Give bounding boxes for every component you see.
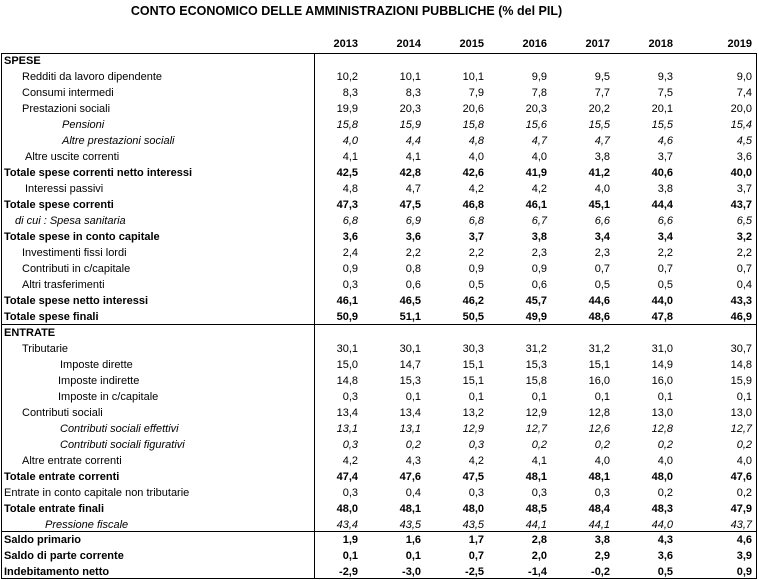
cell-value: 9,5 <box>594 71 610 83</box>
table-row <box>0 389 759 405</box>
cell-value: 31,0 <box>651 343 673 355</box>
cell-value: 46,1 <box>525 199 547 211</box>
cell-value: 4,0 <box>736 455 752 467</box>
cell-value: 6,5 <box>736 215 752 227</box>
cell-value: 3,4 <box>594 231 610 243</box>
cell-value: 7,4 <box>736 87 752 99</box>
cell-value: 0,1 <box>468 391 484 403</box>
table-row <box>0 293 759 309</box>
cell-value: 14,8 <box>730 359 752 371</box>
cell-value: -3,0 <box>402 566 421 578</box>
cell-value: 1,7 <box>468 534 484 546</box>
cell-value: 3,8 <box>594 534 610 546</box>
table-row <box>0 469 759 485</box>
cell-value: 0,6 <box>531 279 547 291</box>
row-label: Pressione fiscale <box>45 519 129 531</box>
cell-value: 47,9 <box>730 503 752 515</box>
table-row <box>0 85 759 101</box>
row-label: Imposte indirette <box>58 375 140 387</box>
table-title: CONTO ECONOMICO DELLE AMMINISTRAZIONI PUBBLICHE (% del PIL) <box>130 4 563 18</box>
cell-value: 15,1 <box>462 375 484 387</box>
cell-value: 46,2 <box>462 295 484 307</box>
cell-value: 42,8 <box>399 167 421 179</box>
cell-value: 4,2 <box>531 183 547 195</box>
table-row <box>0 149 759 165</box>
table-row <box>0 485 759 501</box>
cell-value: 0,3 <box>468 439 484 451</box>
cell-value: -0,2 <box>591 566 610 578</box>
table-row <box>0 341 759 357</box>
cell-value: 4,0 <box>594 455 610 467</box>
cell-value: 7,7 <box>594 87 610 99</box>
cell-value: 10,1 <box>462 71 484 83</box>
cell-value: 15,4 <box>730 119 752 131</box>
table-row <box>0 309 759 325</box>
row-label: Contributi sociali effettivi <box>60 423 179 435</box>
cell-value: 46,1 <box>336 295 358 307</box>
cell-value: 13,0 <box>651 407 673 419</box>
cell-value: 9,0 <box>736 71 752 83</box>
cell-value: 0,7 <box>468 550 484 562</box>
cell-value: -2,9 <box>339 566 358 578</box>
table-row <box>0 532 759 548</box>
cell-value: 8,3 <box>342 87 358 99</box>
cell-value: 50,5 <box>462 311 484 323</box>
row-label: Altre entrate correnti <box>22 455 122 467</box>
cell-value: 3,7 <box>657 151 673 163</box>
row-label: Altre prestazioni sociali <box>62 135 175 147</box>
cell-value: 51,1 <box>399 311 421 323</box>
cell-value: 0,3 <box>342 391 358 403</box>
cell-value: 4,6 <box>657 135 673 147</box>
table-row <box>0 165 759 181</box>
table-row <box>0 117 759 133</box>
cell-value: 43,5 <box>462 519 484 531</box>
row-label: Tributarie <box>22 343 69 355</box>
cell-value: 12,8 <box>588 407 610 419</box>
row-label: Contributi sociali figurativi <box>60 439 185 451</box>
cell-value: 43,7 <box>730 519 752 531</box>
cell-value: 0,2 <box>657 439 673 451</box>
cell-value: 4,0 <box>468 151 484 163</box>
cell-value: 6,6 <box>594 215 610 227</box>
cell-value: 2,2 <box>405 247 421 259</box>
cell-value: 14,7 <box>399 359 421 371</box>
cell-value: 0,9 <box>342 263 358 275</box>
row-label: Totale entrate finali <box>4 503 105 515</box>
cell-value: 15,3 <box>525 359 547 371</box>
cell-value: 48,1 <box>525 471 547 483</box>
cell-value: 15,8 <box>336 119 358 131</box>
cell-value: 45,1 <box>588 199 610 211</box>
row-label: Entrate in conto capitale non tributarie <box>4 487 190 499</box>
cell-value: 0,1 <box>342 550 358 562</box>
cell-value: 47,8 <box>651 311 673 323</box>
cell-value: 4,3 <box>405 455 421 467</box>
cell-value: 47,5 <box>462 471 484 483</box>
cell-value: 2,2 <box>468 247 484 259</box>
cell-value: 44,0 <box>651 519 673 531</box>
cell-value: 31,2 <box>588 343 610 355</box>
year-header: 2017 <box>585 38 610 50</box>
cell-value: 0,1 <box>736 391 752 403</box>
cell-value: 30,3 <box>462 343 484 355</box>
cell-value: 3,8 <box>657 183 673 195</box>
cell-value: 14,9 <box>651 359 673 371</box>
table-row <box>0 101 759 117</box>
cell-value: 6,8 <box>468 215 484 227</box>
cell-value: 15,3 <box>399 375 421 387</box>
row-label: Prestazioni sociali <box>22 103 111 115</box>
cell-value: 0,1 <box>657 391 673 403</box>
cell-value: 0,4 <box>736 279 752 291</box>
row-label: Totale entrate correnti <box>4 471 120 483</box>
cell-value: 15,8 <box>525 375 547 387</box>
cell-value: 15,9 <box>730 375 752 387</box>
row-label: Pensioni <box>62 119 105 131</box>
cell-value: 1,9 <box>342 534 358 546</box>
cell-value: 31,2 <box>525 343 547 355</box>
cell-value: 12,9 <box>525 407 547 419</box>
cell-value: 43,7 <box>730 199 752 211</box>
year-header: 2014 <box>396 38 421 50</box>
cell-value: 9,9 <box>531 71 547 83</box>
cell-value: 0,3 <box>342 439 358 451</box>
cell-value: 7,9 <box>468 87 484 99</box>
cell-value: 4,7 <box>405 183 421 195</box>
cell-value: 42,6 <box>462 167 484 179</box>
cell-value: 0,3 <box>531 487 547 499</box>
row-label: Totale spese netto interessi <box>4 295 149 307</box>
cell-value: 4,7 <box>594 135 610 147</box>
cell-value: 40,6 <box>651 167 673 179</box>
row-label: Imposte in c/capitale <box>58 391 159 403</box>
cell-value: 12,7 <box>730 423 752 435</box>
cell-value: -1,4 <box>528 566 547 578</box>
cell-value: 2,8 <box>531 534 547 546</box>
cell-value: 6,9 <box>405 215 421 227</box>
cell-value: 14,8 <box>336 375 358 387</box>
row-label: di cui : Spesa sanitaria <box>15 215 126 227</box>
year-header: 2016 <box>522 38 547 50</box>
cell-value: 48,4 <box>588 503 610 515</box>
cell-value: 15,0 <box>336 359 358 371</box>
cell-value: 2,4 <box>342 247 358 259</box>
cell-value: 47,5 <box>399 199 421 211</box>
cell-value: 3,6 <box>736 151 752 163</box>
cell-value: 2,3 <box>531 247 547 259</box>
cell-value: 12,6 <box>588 423 610 435</box>
cell-value: 4,8 <box>468 135 484 147</box>
row-label: Altri trasferimenti <box>22 279 105 291</box>
cell-value: 2,0 <box>531 550 547 562</box>
table-row <box>0 245 759 261</box>
table-row <box>0 69 759 85</box>
cell-value: 6,8 <box>342 215 358 227</box>
cell-value: 50,9 <box>336 311 358 323</box>
cell-value: 0,3 <box>342 487 358 499</box>
cell-value: 0,6 <box>405 279 421 291</box>
cell-value: 43,4 <box>336 519 358 531</box>
cell-value: 7,8 <box>531 87 547 99</box>
cell-value: 2,3 <box>594 247 610 259</box>
cell-value: -2,5 <box>465 566 484 578</box>
cell-value: 20,3 <box>525 103 547 115</box>
table-row <box>0 229 759 245</box>
cell-value: 30,1 <box>399 343 421 355</box>
cell-value: 3,7 <box>468 231 484 243</box>
cell-value: 46,8 <box>462 199 484 211</box>
cell-value: 48,5 <box>525 503 547 515</box>
table-row <box>0 548 759 564</box>
cell-value: 0,5 <box>468 279 484 291</box>
table-row <box>0 181 759 197</box>
cell-value: 41,2 <box>588 167 610 179</box>
cell-value: 49,9 <box>525 311 547 323</box>
cell-value: 30,1 <box>336 343 358 355</box>
cell-value: 0,1 <box>405 550 421 562</box>
cell-value: 20,6 <box>462 103 484 115</box>
cell-value: 40,0 <box>730 167 752 179</box>
cell-value: 0,9 <box>531 263 547 275</box>
cell-value: 48,3 <box>651 503 673 515</box>
cell-value: 0,2 <box>657 487 673 499</box>
table-row <box>0 325 759 341</box>
cell-value: 15,9 <box>399 119 421 131</box>
row-label: Imposte dirette <box>60 359 133 371</box>
cell-value: 4,5 <box>736 135 752 147</box>
cell-value: 3,4 <box>657 231 673 243</box>
cell-value: 4,0 <box>594 183 610 195</box>
cell-value: 0,3 <box>342 279 358 291</box>
cell-value: 4,0 <box>531 151 547 163</box>
cell-value: 0,2 <box>531 439 547 451</box>
cell-value: 0,8 <box>405 263 421 275</box>
row-label: SPESE <box>4 55 41 67</box>
cell-value: 46,9 <box>730 311 752 323</box>
row-label: Contributi in c/capitale <box>22 263 131 275</box>
cell-value: 3,7 <box>736 183 752 195</box>
cell-value: 4,1 <box>342 151 358 163</box>
cell-value: 0,3 <box>468 487 484 499</box>
row-label: Totale spese correnti <box>4 199 114 211</box>
table-row <box>0 197 759 213</box>
cell-value: 16,0 <box>651 375 673 387</box>
cell-value: 48,0 <box>462 503 484 515</box>
cell-value: 4,4 <box>405 135 421 147</box>
cell-value: 3,8 <box>531 231 547 243</box>
cell-value: 2,2 <box>736 247 752 259</box>
cell-value: 4,2 <box>342 455 358 467</box>
row-label: ENTRATE <box>4 327 56 339</box>
cell-value: 48,1 <box>588 471 610 483</box>
cell-value: 3,6 <box>657 550 673 562</box>
table-row <box>0 261 759 277</box>
row-label: Totale spese in conto capitale <box>4 231 160 243</box>
cell-value: 4,6 <box>736 534 752 546</box>
cell-value: 0,1 <box>531 391 547 403</box>
cell-value: 3,9 <box>736 550 752 562</box>
row-label: Totale spese finali <box>4 311 99 323</box>
cell-value: 13,1 <box>336 423 358 435</box>
cell-value: 13,0 <box>730 407 752 419</box>
cell-value: 0,7 <box>594 263 610 275</box>
cell-value: 20,1 <box>651 103 673 115</box>
row-label: Redditi da lavoro dipendente <box>22 71 163 83</box>
cell-value: 47,3 <box>336 199 358 211</box>
cell-value: 3,8 <box>594 151 610 163</box>
cell-value: 0,2 <box>736 439 752 451</box>
cell-value: 0,9 <box>736 566 752 578</box>
cell-value: 15,5 <box>588 119 610 131</box>
cell-value: 48,1 <box>399 503 421 515</box>
cell-value: 10,1 <box>399 71 421 83</box>
cell-value: 15,5 <box>651 119 673 131</box>
table-row <box>0 453 759 469</box>
cell-value: 47,4 <box>336 471 358 483</box>
cell-value: 4,8 <box>342 183 358 195</box>
row-label: Interessi passivi <box>25 183 104 195</box>
cell-value: 0,7 <box>657 263 673 275</box>
cell-value: 10,2 <box>336 71 358 83</box>
cell-value: 42,5 <box>336 167 358 179</box>
cell-value: 15,6 <box>525 119 547 131</box>
cell-value: 7,5 <box>657 87 673 99</box>
year-header-row <box>315 38 758 52</box>
cell-value: 20,2 <box>588 103 610 115</box>
cell-value: 1,6 <box>405 534 421 546</box>
cell-value: 43,5 <box>399 519 421 531</box>
cell-value: 0,7 <box>736 263 752 275</box>
cell-value: 44,4 <box>651 199 673 211</box>
cell-value: 48,0 <box>651 471 673 483</box>
cell-value: 0,5 <box>657 566 673 578</box>
row-label: Indebitamento netto <box>4 566 110 578</box>
table-row <box>0 213 759 229</box>
year-header: 2019 <box>727 38 752 50</box>
table-row <box>0 405 759 421</box>
cell-value: 4,1 <box>531 455 547 467</box>
row-label: Saldo di parte corrente <box>4 550 124 562</box>
cell-value: 4,1 <box>405 151 421 163</box>
cell-value: 15,1 <box>462 359 484 371</box>
year-header: 2013 <box>333 38 358 50</box>
cell-value: 15,8 <box>462 119 484 131</box>
cell-value: 3,6 <box>405 231 421 243</box>
cell-value: 20,0 <box>730 103 752 115</box>
table-row <box>0 501 759 517</box>
table-row <box>0 421 759 437</box>
cell-value: 0,9 <box>468 263 484 275</box>
table-row <box>0 53 759 69</box>
cell-value: 0,2 <box>594 439 610 451</box>
table-row <box>0 133 759 149</box>
cell-value: 44,6 <box>588 295 610 307</box>
table-row <box>0 357 759 373</box>
cell-value: 48,0 <box>336 503 358 515</box>
cell-value: 4,2 <box>468 455 484 467</box>
cell-value: 41,9 <box>525 167 547 179</box>
cell-value: 4,0 <box>657 455 673 467</box>
cell-value: 4,3 <box>657 534 673 546</box>
cell-value: 16,0 <box>588 375 610 387</box>
cell-value: 13,1 <box>399 423 421 435</box>
cell-value: 0,5 <box>594 279 610 291</box>
cell-value: 0,2 <box>405 439 421 451</box>
row-label: Contributi sociali <box>22 407 103 419</box>
cell-value: 15,1 <box>588 359 610 371</box>
cell-value: 12,9 <box>462 423 484 435</box>
cell-value: 47,6 <box>730 471 752 483</box>
cell-value: 6,6 <box>657 215 673 227</box>
year-header: 2015 <box>459 38 484 50</box>
cell-value: 3,6 <box>342 231 358 243</box>
cell-value: 4,7 <box>531 135 547 147</box>
cell-value: 0,3 <box>594 487 610 499</box>
cell-value: 44,1 <box>588 519 610 531</box>
table-row <box>0 277 759 293</box>
cell-value: 46,5 <box>399 295 421 307</box>
cell-value: 2,9 <box>594 550 610 562</box>
cell-value: 8,3 <box>405 87 421 99</box>
cell-value: 47,6 <box>399 471 421 483</box>
cell-value: 45,7 <box>525 295 547 307</box>
table-row <box>0 564 759 580</box>
table-row <box>0 517 759 533</box>
cell-value: 2,2 <box>657 247 673 259</box>
cell-value: 19,9 <box>336 103 358 115</box>
cell-value: 44,0 <box>651 295 673 307</box>
cell-value: 20,3 <box>399 103 421 115</box>
table-row <box>0 437 759 453</box>
cell-value: 13,4 <box>336 407 358 419</box>
cell-value: 0,4 <box>405 487 421 499</box>
cell-value: 0,5 <box>657 279 673 291</box>
row-label: Altre uscite correnti <box>25 151 120 163</box>
cell-value: 0,2 <box>736 487 752 499</box>
row-label: Investimenti fissi lordi <box>22 247 127 259</box>
cell-value: 0,1 <box>405 391 421 403</box>
row-label: Saldo primario <box>4 534 82 546</box>
cell-value: 4,2 <box>468 183 484 195</box>
cell-value: 9,3 <box>657 71 673 83</box>
cell-value: 13,4 <box>399 407 421 419</box>
table-row <box>0 373 759 389</box>
year-header: 2018 <box>648 38 673 50</box>
cell-value: 48,6 <box>588 311 610 323</box>
row-label: Consumi intermedi <box>22 87 114 99</box>
cell-value: 12,7 <box>525 423 547 435</box>
cell-value: 30,7 <box>730 343 752 355</box>
cell-value: 44,1 <box>525 519 547 531</box>
cell-value: 13,2 <box>462 407 484 419</box>
cell-value: 3,2 <box>736 231 752 243</box>
cell-value: 12,8 <box>651 423 673 435</box>
row-label: Totale spese correnti netto interessi <box>4 167 193 179</box>
cell-value: 43,3 <box>730 295 752 307</box>
cell-value: 0,1 <box>594 391 610 403</box>
cell-value: 6,7 <box>531 215 547 227</box>
cell-value: 4,0 <box>342 135 358 147</box>
